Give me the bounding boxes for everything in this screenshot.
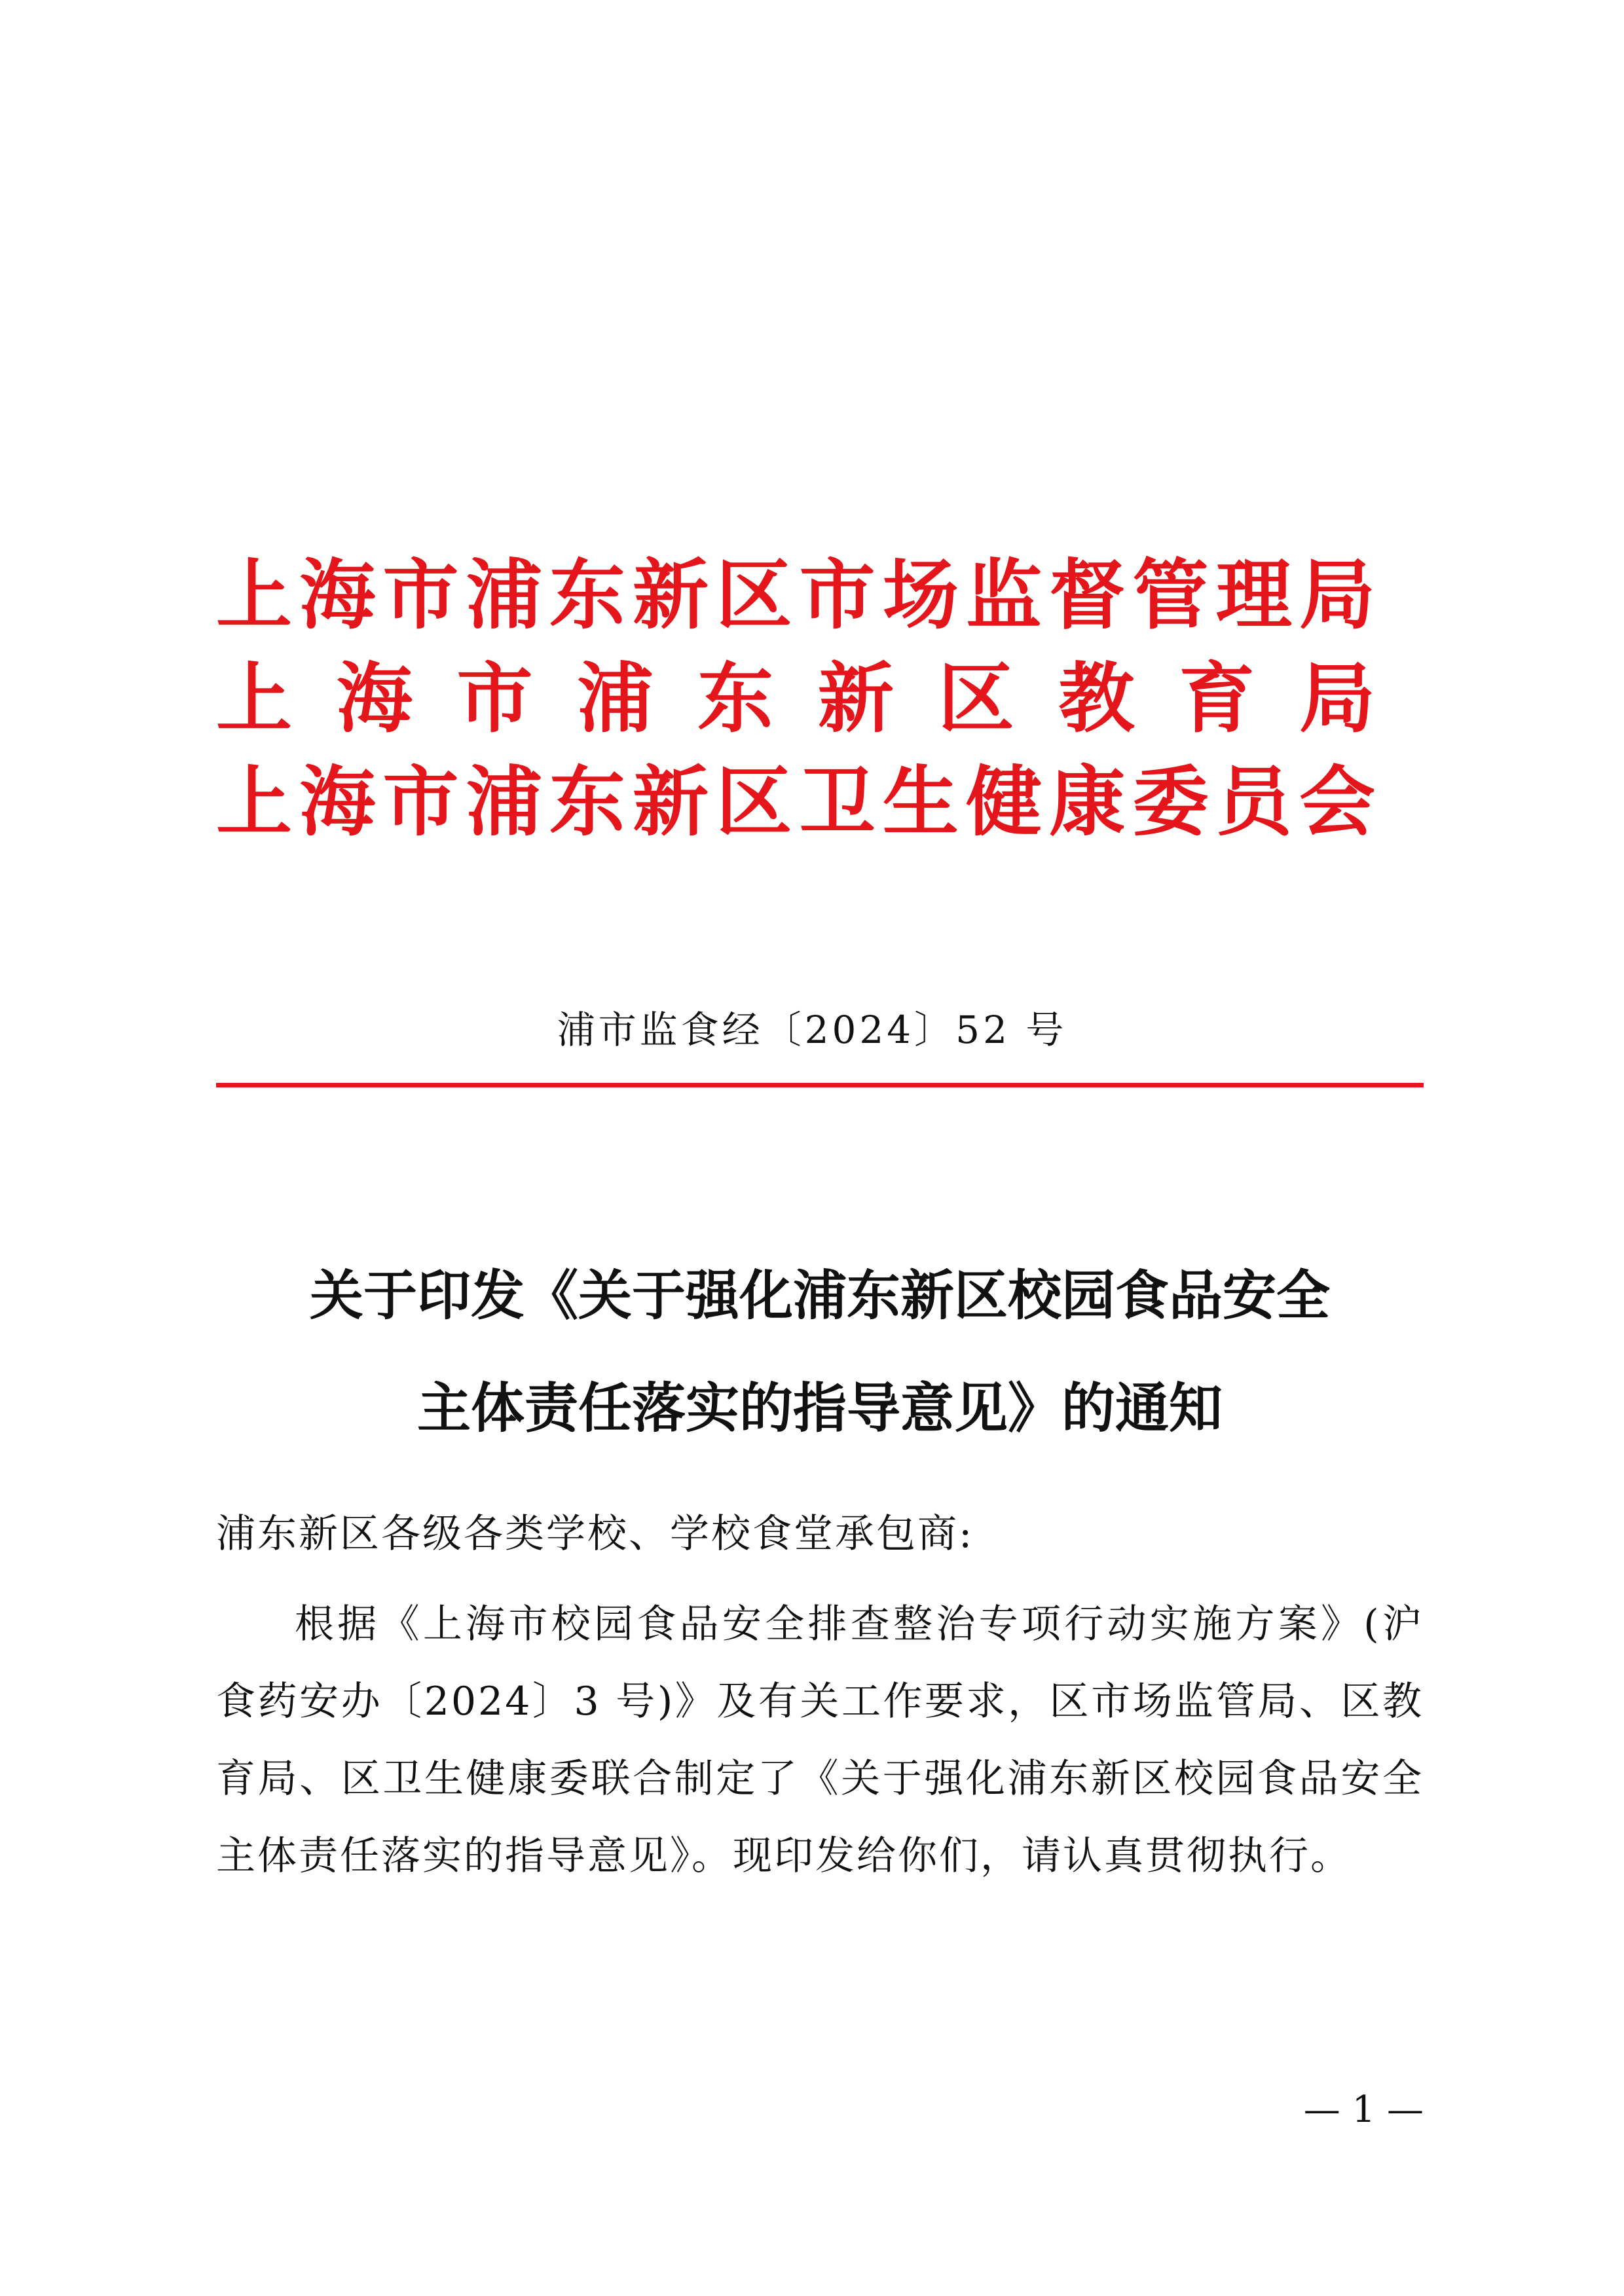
- document-title-line-2: 主体责任落实的指导意见》的通知: [416, 1377, 1223, 1440]
- addressee: 浦东新区各级各类学校、学校食堂承包商:: [216, 1511, 974, 1557]
- red-separator-rule: [216, 1083, 1424, 1087]
- issuing-agencies-header: [216, 550, 1375, 860]
- issuer-education-bureau: 上海市浦东新区教育局: [216, 655, 1375, 743]
- page-number: — 1 —: [1303, 2088, 1424, 2131]
- body-paragraph: 根据《上海市校园食品安全排查整治专项行动实施方案》(沪食药安办〔2024〕3 号)》及有关工作要求，区市场监管局、区教育局、区卫生健康委联合制定了《关于强化浦东新区校园食品安全主体责任落实的指导意见》。现印发给你们，请认真贯彻执行。: [216, 1601, 1424, 1879]
- document-title-line-1: 关于印发《关于强化浦东新区校园食品安全: [309, 1264, 1330, 1327]
- issuer-health-commission: 上海市浦东新区卫生健康委员会: [216, 758, 1375, 847]
- document-number: 浦市监食经〔2024〕52 号: [557, 1008, 1067, 1052]
- document-title: [216, 1239, 1424, 1465]
- issuer-market-supervision: 上海市浦东新区市场监督管理局: [216, 551, 1375, 640]
- body-text: [216, 1586, 1424, 1895]
